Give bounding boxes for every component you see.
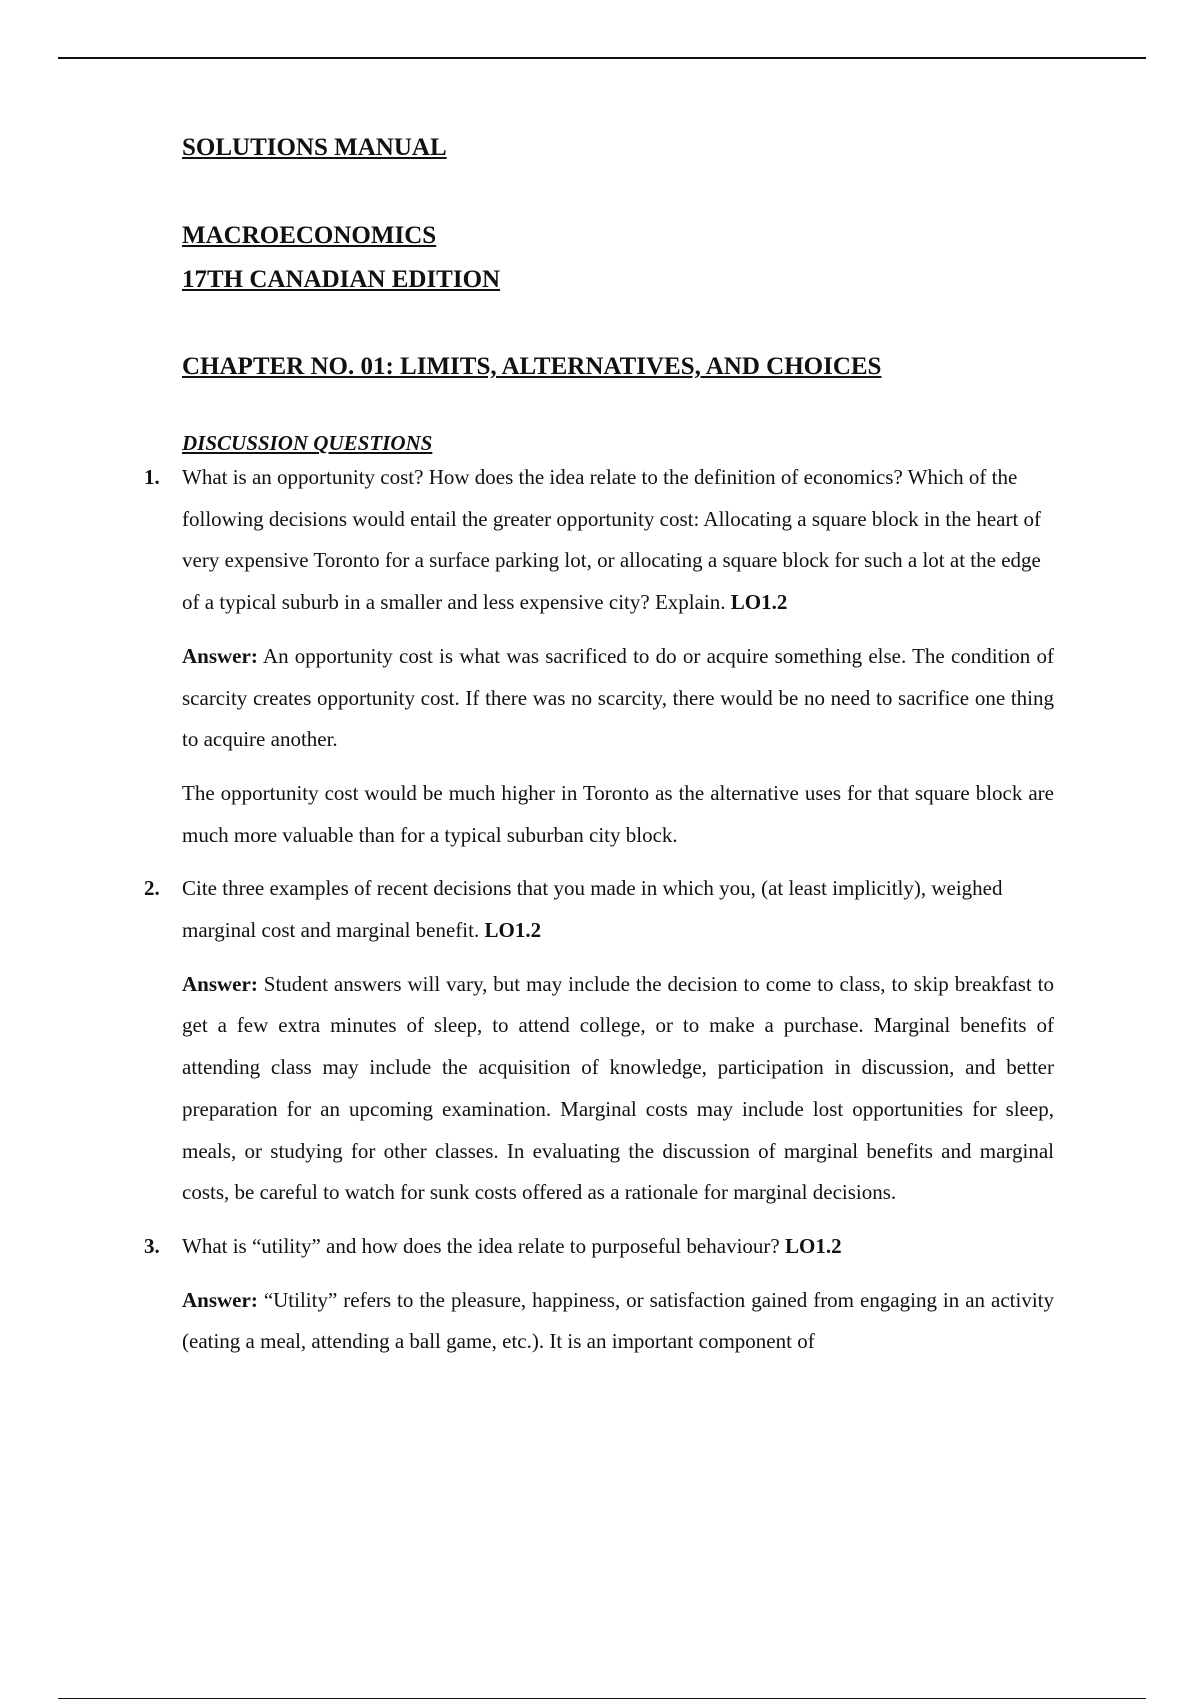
answer [182, 636, 1054, 761]
question-1 [144, 457, 1055, 856]
answer [182, 964, 1054, 1214]
question-text: What is “utility” and how does the idea relate to purposeful behaviour? LO1.2 [182, 1233, 842, 1258]
answer-label: Answer: [182, 1287, 258, 1312]
bottom-rule [58, 1698, 1146, 1699]
answer-text: An opportunity cost is what was sacrificed to do or acquire something else. The condition of scarcity creates opportunity cost. If there was no scarcity, there would be no need to sacrifice one thing to acquire another. [182, 643, 1055, 752]
answer-continued: The opportunity cost would be much higher in Toronto as the alternative uses for that square block are much more valuable than for a typical suburban city block. [182, 780, 1054, 847]
subject-title: MACROECONOMICS [182, 222, 437, 249]
question-text: What is an opportunity cost? How does the idea relate to the definition of economics? Which of the following decisions would entail the greater opportunity cost: Allocating a square block in the heart of very expensive Toronto for a surface parking lot, or allocating a square block for such a lot at the edge of a typical suburb in a smaller and less expensive city? Explain. LO1.2 [182, 465, 1042, 615]
section-title: DISCUSSION QUESTIONS [182, 431, 433, 455]
question-list [144, 457, 1055, 1363]
edition-title: 17TH CANADIAN EDITION [182, 266, 501, 293]
answer-text: “Utility” refers to the pleasure, happiness, or satisfaction gained from engaging in an activity (eating a meal, attending a ball game, etc.). It is an important component of [182, 1287, 1055, 1354]
answer-label: Answer: [182, 971, 258, 996]
answer-text: Student answers will vary, but may include the decision to come to class, to skip breakfast to get a few extra minutes of sleep, to attend college, or to make a purchase. Marginal benefits of attending class may include the acquisition of knowledge, participation in discussion, and better preparation for an upcoming examination. Marginal costs may include lost opportunities for sleep, meals, or studying for other classes. In evaluating the discussion of marginal benefits and marginal costs, be careful to watch for sunk costs offered as a rationale for marginal decisions. [182, 971, 1054, 1205]
question-3 [144, 1226, 1055, 1363]
answer [182, 1280, 1054, 1363]
question-number: 2. [144, 876, 160, 901]
chapter-title: CHAPTER NO. 01: LIMITS, ALTERNATIVES, AND CHOICES [182, 353, 882, 380]
question-text: Cite three examples of recent decisions that you made in which you, (at least implicitly), weighed marginal cost and marginal benefit. LO1.2 [182, 876, 1003, 943]
answer-label: Answer: [182, 643, 258, 668]
question-number: 3. [144, 1233, 160, 1258]
question-2 [144, 868, 1054, 1214]
learning-objective: LO1.2 [730, 590, 788, 615]
learning-objective: LO1.2 [784, 1233, 842, 1258]
question-number: 1. [144, 465, 160, 489]
learning-objective: LO1.2 [484, 918, 542, 943]
document-body [144, 126, 1055, 1363]
top-rule [58, 57, 1146, 59]
document-title: SOLUTIONS MANUAL [182, 134, 447, 161]
